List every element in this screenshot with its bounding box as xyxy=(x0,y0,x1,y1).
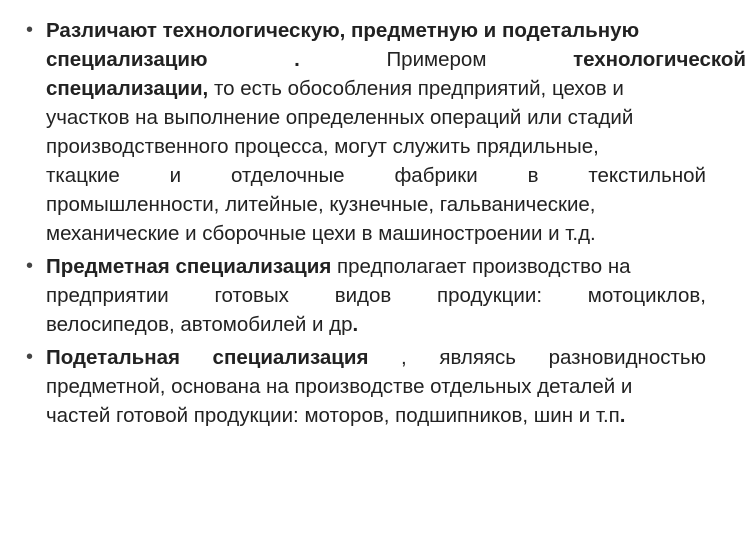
bullet-detail xyxy=(26,343,706,430)
text-line: специализацию . Примером технологической xyxy=(46,48,746,71)
bullet-icon: • xyxy=(26,255,34,277)
text-line: производственного процесса, могут служить прядильные, xyxy=(46,135,599,158)
text-line: промышленности, литейные, кузнечные, гальванические, xyxy=(46,193,596,216)
text-line: Предметная специализация предполагает производство на xyxy=(46,255,631,278)
text-line: Различают технологическую, предметную и подетальную xyxy=(46,19,640,42)
text-line: предметной, основана на производстве отдельных деталей и xyxy=(46,375,633,398)
bullet-technological xyxy=(26,16,746,248)
bullet-icon: • xyxy=(26,19,34,41)
text-line: механические и сборочные цехи в машиностроении и т.д. xyxy=(46,222,596,245)
bullet-subject xyxy=(26,252,706,339)
text-line: велосипедов, автомобилей и др. xyxy=(46,313,359,336)
text-line: ткацкие и отделочные фабрики в текстильной xyxy=(46,164,706,187)
bullet-list xyxy=(26,16,746,434)
bullet-icon: • xyxy=(26,346,34,368)
text-line: частей готовой продукции: моторов, подшипников, шин и т.п. xyxy=(46,404,626,427)
text-line: предприятии готовых видов продукции: мотоциклов, xyxy=(46,284,706,307)
text-line: участков на выполнение определенных операций или стадий xyxy=(46,106,634,129)
text-line: Подетальная специализация , являясь разновидностью xyxy=(46,346,706,369)
text-line: специализации, то есть обособления предприятий, цехов и xyxy=(46,77,624,100)
